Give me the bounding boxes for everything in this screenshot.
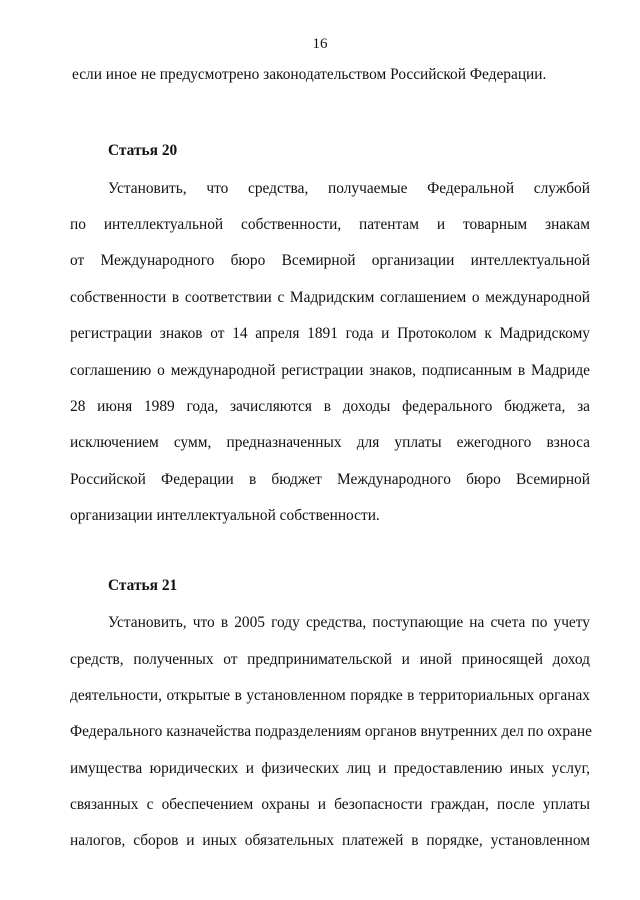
- paragraph-line: имущества юридических и физических лиц и предоставлению иных услуг,: [70, 760, 590, 777]
- paragraph-line: связанных с обеспечением охраны и безопасности граждан, после уплаты: [70, 796, 590, 813]
- page-number: 16: [312, 36, 328, 52]
- paragraph-line: по интеллектуальной собственности, патентам и товарным знакам: [70, 216, 590, 233]
- article-21-heading: Статья 21: [108, 577, 178, 594]
- paragraph-line: организации интеллектуальной собственности.: [70, 507, 380, 524]
- paragraph-line: регистрации знаков от 14 апреля 1891 года и Протоколом к Мадридскому: [70, 325, 590, 342]
- paragraph-line: деятельности, открытые в установленном порядке в территориальных органах: [70, 687, 590, 704]
- paragraph-line: собственности в соответствии с Мадридским соглашением о международной: [70, 289, 590, 306]
- paragraph-line: Российской Федерации в бюджет Международного бюро Всемирной: [70, 471, 590, 488]
- paragraph-line: налогов, сборов и иных обязательных платежей в порядке, установленном: [70, 832, 590, 849]
- paragraph-line: Установить, что средства, получаемые Федеральной службой: [108, 180, 590, 197]
- paragraph-line: Установить, что в 2005 году средства, поступающие на счета по учету: [108, 614, 590, 631]
- paragraph-line: исключением сумм, предназначенных для уплаты ежегодного взноса: [70, 434, 590, 451]
- paragraph-line: соглашению о международной регистрации знаков, подписанным в Мадриде: [70, 362, 590, 379]
- paragraph-line: 28 июня 1989 года, зачисляются в доходы федерального бюджета, за: [70, 398, 590, 415]
- paragraph-line: Федерального казначейства подразделениям органов внутренних дел по охране: [70, 723, 592, 740]
- intro-line: если иное не предусмотрено законодательством Российской Федерации.: [72, 66, 547, 83]
- article-20-heading: Статья 20: [108, 142, 178, 159]
- paragraph-line: от Международного бюро Всемирной организации интеллектуальной: [70, 252, 590, 269]
- paragraph-line: средств, полученных от предпринимательской и иной приносящей доход: [70, 651, 590, 668]
